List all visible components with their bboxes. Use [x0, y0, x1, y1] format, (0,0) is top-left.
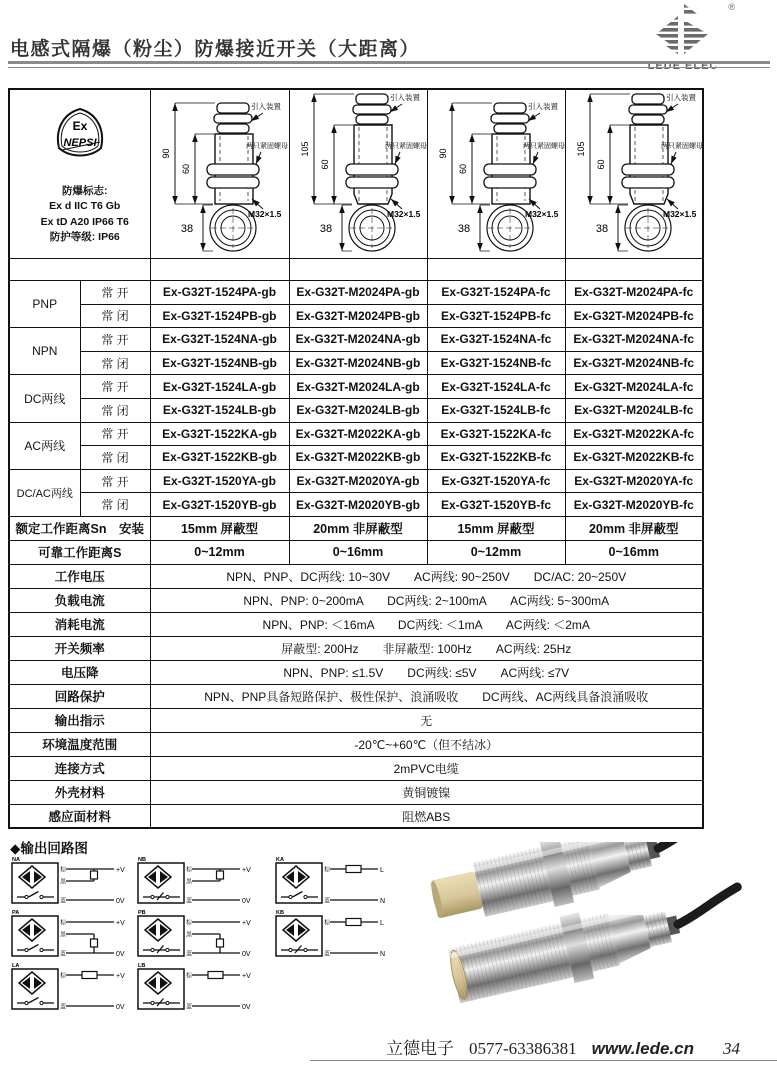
output-circuit-NB: [136, 855, 274, 908]
svg-text:60: 60: [457, 163, 468, 175]
svg-text:L: L: [380, 867, 384, 874]
svg-text:蓝: 蓝: [60, 951, 67, 958]
model-number: Ex-G32T-M2024PA-gb: [289, 281, 427, 305]
svg-text:黑: 黑: [60, 879, 67, 886]
svg-text:90: 90: [160, 148, 171, 159]
svg-text:棕: 棕: [186, 920, 193, 927]
output-type-label: PNP: [9, 281, 80, 328]
svg-text:两只紧固螺母: 两只紧固螺母: [245, 143, 288, 150]
model-number: Ex-G32T-M2020YB-fc: [565, 493, 703, 517]
lede-diamond-icon: [654, 4, 712, 54]
dimension-drawing-cell-2: [289, 89, 427, 259]
model-number: Ex-G32T-1524PB-fc: [427, 304, 565, 328]
distance-value: 0~12mm: [427, 540, 565, 564]
output-circuit-KA: [274, 855, 406, 908]
spec-label: 负载电流: [9, 588, 150, 612]
spec-value: NPN、PNP具备短路保护、极性保护、浪涌吸收 DC两线、AC两线具备浪涌吸收: [150, 684, 703, 708]
sensor-dimension-drawing: [151, 90, 289, 253]
model-number: Ex-G32T-1524LB-gb: [150, 398, 289, 422]
output-circuit-LB: [136, 961, 274, 1014]
contact-state-label: 常 闭: [80, 398, 150, 422]
svg-text:90: 90: [437, 148, 448, 159]
svg-text:棕: 棕: [60, 973, 67, 980]
svg-text:蓝: 蓝: [324, 951, 331, 958]
svg-text:+V: +V: [242, 973, 251, 980]
svg-text:NEPSI: NEPSI: [63, 137, 97, 150]
footer: [386, 1034, 740, 1059]
footer-page-number: 34: [723, 1039, 741, 1058]
distance-value: 15mm 屏蔽型: [150, 516, 289, 540]
distance-value: 15mm 屏蔽型: [427, 516, 565, 540]
model-number: Ex-G32T-M2024LB-gb: [289, 398, 427, 422]
svg-text:38: 38: [180, 223, 193, 235]
svg-text:两只紧固螺母: 两只紧固螺母: [384, 143, 427, 150]
spec-label: 可靠工作距离S: [9, 540, 150, 564]
sensor-dimension-drawing: [290, 90, 428, 253]
svg-text:蓝: 蓝: [60, 1004, 67, 1011]
title-divider: [8, 61, 770, 68]
spec-value: 阻燃ABS: [150, 804, 703, 828]
footer-company: 立德电子: [386, 1039, 454, 1058]
model-number: Ex-G32T-1524NA-fc: [427, 328, 565, 352]
svg-text:60: 60: [180, 163, 191, 175]
svg-text:棕: 棕: [186, 973, 193, 980]
svg-text:PA: PA: [12, 910, 20, 916]
model-number: Ex-G32T-M2024NA-gb: [289, 328, 427, 352]
model-number: Ex-G32T-1524NB-gb: [150, 351, 289, 375]
distance-value: 0~12mm: [150, 540, 289, 564]
svg-text:38: 38: [319, 223, 332, 235]
svg-text:NA: NA: [12, 857, 20, 863]
output-circuit-LA: [10, 961, 136, 1014]
footer-website[interactable]: www.lede.cn: [591, 1039, 695, 1058]
contact-state-label: 常 闭: [80, 304, 150, 328]
model-number: Ex-G32T-M2022KA-fc: [565, 422, 703, 446]
svg-text:M32×1.5: M32×1.5: [386, 209, 420, 219]
model-number: Ex-G32T-1522KB-gb: [150, 446, 289, 470]
model-number: Ex-G32T-1520YA-gb: [150, 469, 289, 493]
output-circuit-PB: [136, 908, 274, 961]
svg-text:引入装置: 引入装置: [665, 93, 696, 102]
svg-text:L: L: [380, 920, 384, 927]
model-number: Ex-G32T-1524NB-fc: [427, 351, 565, 375]
footer-phone: 0577-63386381: [469, 1039, 577, 1058]
svg-text:38: 38: [595, 223, 608, 235]
svg-text:105: 105: [299, 141, 310, 157]
model-number: Ex-G32T-1524PB-gb: [150, 304, 289, 328]
dimension-drawing-cell-1: [150, 89, 289, 259]
svg-text:棕: 棕: [324, 920, 331, 927]
model-number: Ex-G32T-1524LA-fc: [427, 375, 565, 399]
model-number: Ex-G32T-1524PA-gb: [150, 281, 289, 305]
spec-label: 外壳材料: [9, 780, 150, 804]
svg-text:0V: 0V: [116, 1004, 125, 1011]
svg-text:0V: 0V: [116, 951, 125, 958]
dimension-drawing-cell-4: [565, 89, 703, 259]
certification-cell: [9, 89, 150, 259]
product-photos: [420, 842, 772, 1017]
spec-value: NPN、PNP: 0~200mA DC两线: 2~100mA AC两线: 5~300mA: [150, 588, 703, 612]
model-number: Ex-G32T-M2020YA-fc: [565, 469, 703, 493]
page-title: 电感式隔爆（粉尘）防爆接近开关（大距离）: [10, 39, 421, 60]
svg-text:蓝: 蓝: [186, 898, 193, 905]
output-type-label: DC两线: [9, 375, 80, 422]
model-number: Ex-G32T-M2022KB-gb: [289, 446, 427, 470]
model-number: Ex-G32T-M2020YA-gb: [289, 469, 427, 493]
registered-mark: ®: [728, 2, 735, 12]
ex-nepsi-mark: [10, 103, 150, 175]
output-type-label: DC/AC两线: [9, 469, 80, 516]
contact-state-label: 常 闭: [80, 351, 150, 375]
model-number: Ex-G32T-1522KB-fc: [427, 446, 565, 470]
model-number: Ex-G32T-M2024NB-gb: [289, 351, 427, 375]
brand-name: LEDE ELEC: [647, 60, 719, 72]
contact-state-label: 常 开: [80, 469, 150, 493]
spec-label: 感应面材料: [9, 804, 150, 828]
distance-value: 0~16mm: [289, 540, 427, 564]
model-number: Ex-G32T-M2024LB-fc: [565, 398, 703, 422]
contact-state-label: 常 闭: [80, 446, 150, 470]
svg-text:蓝: 蓝: [324, 898, 331, 905]
contact-state-label: 常 闭: [80, 493, 150, 517]
spec-value: 无: [150, 708, 703, 732]
certification-text: 防爆标志: Ex d IIC T6 Gb Ex tD A20 IP66 T6 防护等级: IP66: [40, 185, 129, 243]
svg-text:+V: +V: [242, 867, 251, 874]
spec-label: 额定工作距离Sn 安装: [9, 516, 150, 540]
model-number: Ex-G32T-1520YB-fc: [427, 493, 565, 517]
svg-text:+V: +V: [116, 867, 125, 874]
output-circuit-NA: [10, 855, 136, 908]
spec-label: 环境温度范围: [9, 732, 150, 756]
model-number: Ex-G32T-M2022KA-gb: [289, 422, 427, 446]
model-number: Ex-G32T-M2024NB-fc: [565, 351, 703, 375]
model-number: Ex-G32T-M2024NA-fc: [565, 328, 703, 352]
svg-text:蓝: 蓝: [60, 898, 67, 905]
model-number: Ex-G32T-1524NA-gb: [150, 328, 289, 352]
spec-value: 2mPVC电缆: [150, 756, 703, 780]
svg-text:KB: KB: [276, 910, 284, 916]
svg-text:0V: 0V: [242, 1004, 251, 1011]
spacer-cell: [9, 259, 150, 281]
svg-text:引入装置: 引入装置: [527, 102, 558, 111]
svg-text:黑: 黑: [186, 879, 193, 886]
svg-text:N: N: [380, 898, 386, 905]
model-number: Ex-G32T-M2020YB-gb: [289, 493, 427, 517]
svg-text:棕: 棕: [324, 867, 331, 874]
model-number: Ex-G32T-1524LA-gb: [150, 375, 289, 399]
model-number: Ex-G32T-M2024PB-gb: [289, 304, 427, 328]
spec-table: [8, 88, 704, 829]
dimension-drawing-cell-3: [427, 89, 565, 259]
svg-text:棕: 棕: [60, 867, 67, 874]
spec-label: 电压降: [9, 660, 150, 684]
svg-text:M32×1.5: M32×1.5: [662, 209, 696, 219]
svg-text:60: 60: [595, 159, 606, 170]
output-type-label: AC两线: [9, 422, 80, 469]
svg-text:+V: +V: [116, 920, 125, 927]
model-number: Ex-G32T-M2024PB-fc: [565, 304, 703, 328]
model-number: Ex-G32T-M2024PA-fc: [565, 281, 703, 305]
spec-value: -20℃~+60℃（但不结冰）: [150, 732, 703, 756]
svg-text:PB: PB: [138, 910, 146, 916]
model-number: Ex-G32T-1520YA-fc: [427, 469, 565, 493]
output-circuits-title: ◆输出回路图: [10, 841, 88, 856]
svg-text:两只紧固螺母: 两只紧固螺母: [522, 143, 565, 150]
svg-text:引入装置: 引入装置: [250, 102, 281, 111]
distance-value: 0~16mm: [565, 540, 703, 564]
model-number: Ex-G32T-1522KA-fc: [427, 422, 565, 446]
sensor-dimension-drawing: [566, 90, 704, 253]
svg-text:60: 60: [319, 159, 330, 170]
svg-text:KA: KA: [276, 857, 284, 863]
contact-state-label: 常 开: [80, 281, 150, 305]
spec-label: 工作电压: [9, 564, 150, 588]
model-number: Ex-G32T-1524LB-fc: [427, 398, 565, 422]
spec-value: 屏蔽型: 200Hz 非屏蔽型: 100Hz AC两线: 25Hz: [150, 636, 703, 660]
svg-text:蓝: 蓝: [186, 1004, 193, 1011]
model-number: Ex-G32T-M2022KB-fc: [565, 446, 703, 470]
distance-value: 20mm 非屏蔽型: [289, 516, 427, 540]
svg-text:105: 105: [575, 141, 586, 157]
svg-text:M32×1.5: M32×1.5: [524, 209, 558, 219]
svg-text:0V: 0V: [242, 898, 251, 905]
model-number: Ex-G32T-M2024LA-gb: [289, 375, 427, 399]
svg-text:引入装置: 引入装置: [389, 93, 420, 102]
spec-label: 开关频率: [9, 636, 150, 660]
model-number: Ex-G32T-1524PA-fc: [427, 281, 565, 305]
svg-text:M32×1.5: M32×1.5: [247, 209, 281, 219]
output-circuit-KB: [274, 908, 406, 961]
model-number: Ex-G32T-1522KA-gb: [150, 422, 289, 446]
svg-text:+V: +V: [242, 920, 251, 927]
sensor-dimension-drawing: [428, 90, 566, 253]
svg-text:黑: 黑: [60, 932, 67, 939]
distance-value: 20mm 非屏蔽型: [565, 516, 703, 540]
spec-label: 消耗电流: [9, 612, 150, 636]
svg-text:Ex: Ex: [72, 119, 88, 134]
spec-value: 黄铜镀镍: [150, 780, 703, 804]
svg-text:棕: 棕: [186, 867, 193, 874]
spec-value: NPN、PNP、DC两线: 10~30V AC两线: 90~250V DC/AC: 20~250V: [150, 564, 703, 588]
output-circuit-PA: [10, 908, 136, 961]
svg-text:0V: 0V: [116, 898, 125, 905]
svg-text:38: 38: [457, 223, 470, 235]
contact-state-label: 常 开: [80, 375, 150, 399]
svg-text:+V: +V: [116, 973, 125, 980]
model-number: Ex-G32T-1520YB-gb: [150, 493, 289, 517]
svg-text:蓝: 蓝: [186, 951, 193, 958]
model-number: Ex-G32T-M2024LA-fc: [565, 375, 703, 399]
svg-text:黑: 黑: [186, 932, 193, 939]
svg-text:棕: 棕: [60, 920, 67, 927]
svg-text:两只紧固螺母: 两只紧固螺母: [660, 143, 703, 150]
spec-value: NPN、PNP: ＜16mA DC两线: ＜1mA AC两线: ＜2mA: [150, 612, 703, 636]
svg-text:LB: LB: [138, 963, 146, 969]
svg-text:LA: LA: [12, 963, 20, 969]
svg-text:N: N: [380, 951, 386, 958]
spec-label: 输出指示: [9, 708, 150, 732]
spec-label: 连接方式: [9, 756, 150, 780]
svg-text:0V: 0V: [242, 951, 251, 958]
spec-value: NPN、PNP: ≤1.5V DC两线: ≤5V AC两线: ≤7V: [150, 660, 703, 684]
footer-divider: [310, 1060, 777, 1061]
output-circuit-diagrams: [10, 855, 406, 1014]
svg-text:NB: NB: [138, 857, 146, 863]
contact-state-label: 常 开: [80, 422, 150, 446]
spec-label: 回路保护: [9, 684, 150, 708]
output-type-label: NPN: [9, 328, 80, 375]
contact-state-label: 常 开: [80, 328, 150, 352]
